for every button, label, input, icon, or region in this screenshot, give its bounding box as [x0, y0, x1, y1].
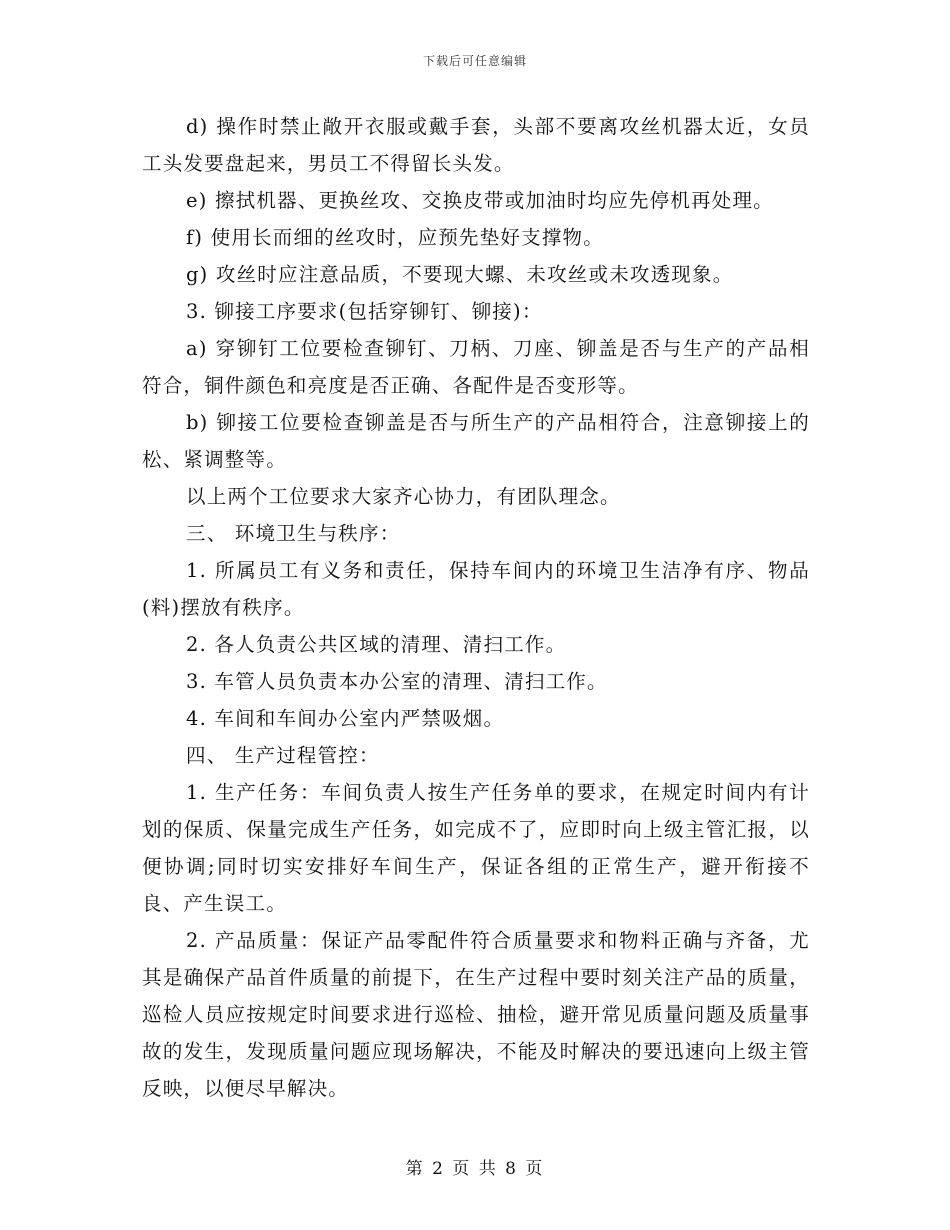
paragraph-env-2: 2. 各人负责公共区域的清理、清扫工作。 [186, 633, 567, 656]
paragraph-production-task: 1. 生产任务：车间负责人按生产任务单的要求，在规定时间内有计划的保质、保量完成生产任务，如完成不了，应即时向上级主管汇报，以便协调;同时切实安排好车间生产，保证各组的正常生产，避开衔接不良、产生误工。 [142, 781, 810, 915]
document-body [142, 108, 810, 1107]
page-footer: 第 2 页 共 8 页 [405, 1159, 545, 1179]
paragraph-team-note: 以上两个工位要求大家齐心协力，有团队理念。 [186, 485, 621, 508]
page-header: 下载后可任意编辑 [422, 54, 527, 68]
section-heading-environment: 三、 环境卫生与秩序： [186, 522, 401, 545]
paragraph-env-1: 1. 所属员工有义务和责任，保持车间内的环境卫生洁净有序、物品(料)摆放有秩序。 [142, 559, 810, 619]
paragraph-item-e: e) 擦拭机器、更换丝攻、交换皮带或加油时均应先停机再处理。 [186, 189, 774, 212]
paragraph-product-quality: 2. 产品质量：保证产品零配件符合质量要求和物料正确与齐备，尤其是确保产品首件质量的前提下，在生产过程中要时刻关注产品的质量，巡检人员应按规定时间要求进行巡检、抽检，避开常见质量问题及质量事故的发生，发现质量问题应现场解决，不能及时解决的要迅速向上级主管反映，以便尽早解决。 [142, 929, 810, 1100]
paragraph-env-3: 3. 车管人员负责本办公室的清理、清扫工作。 [186, 670, 608, 693]
paragraph-item-d: d) 操作时禁止敞开衣服或戴手套，头部不要离攻丝机器太近，女员工头发要盘起来，男员工不得留长头发。 [142, 115, 810, 175]
paragraph-item-b: b) 铆接工位要检查铆盖是否与所生产的产品相符合，注意铆接上的松、紧调整等。 [142, 411, 810, 471]
paragraph-env-4: 4. 车间和车间办公室内严禁吸烟。 [186, 707, 505, 730]
paragraph-item-g: g) 攻丝时应注意品质，不要现大螺、未攻丝或未攻透现象。 [186, 263, 734, 286]
paragraph-item-f: f) 使用长而细的丝攻时，应预先垫好支撑物。 [186, 226, 604, 249]
paragraph-item-a: a) 穿铆钉工位要检查铆钉、刀柄、刀座、铆盖是否与生产的产品相符合，铜件颜色和亮度是否正确、各配件是否变形等。 [142, 337, 810, 397]
section-heading-production-control: 四、 生产过程管控： [186, 744, 380, 767]
paragraph-riveting-requirements: 3. 铆接工序要求(包括穿铆钉、铆接)： [186, 300, 543, 323]
